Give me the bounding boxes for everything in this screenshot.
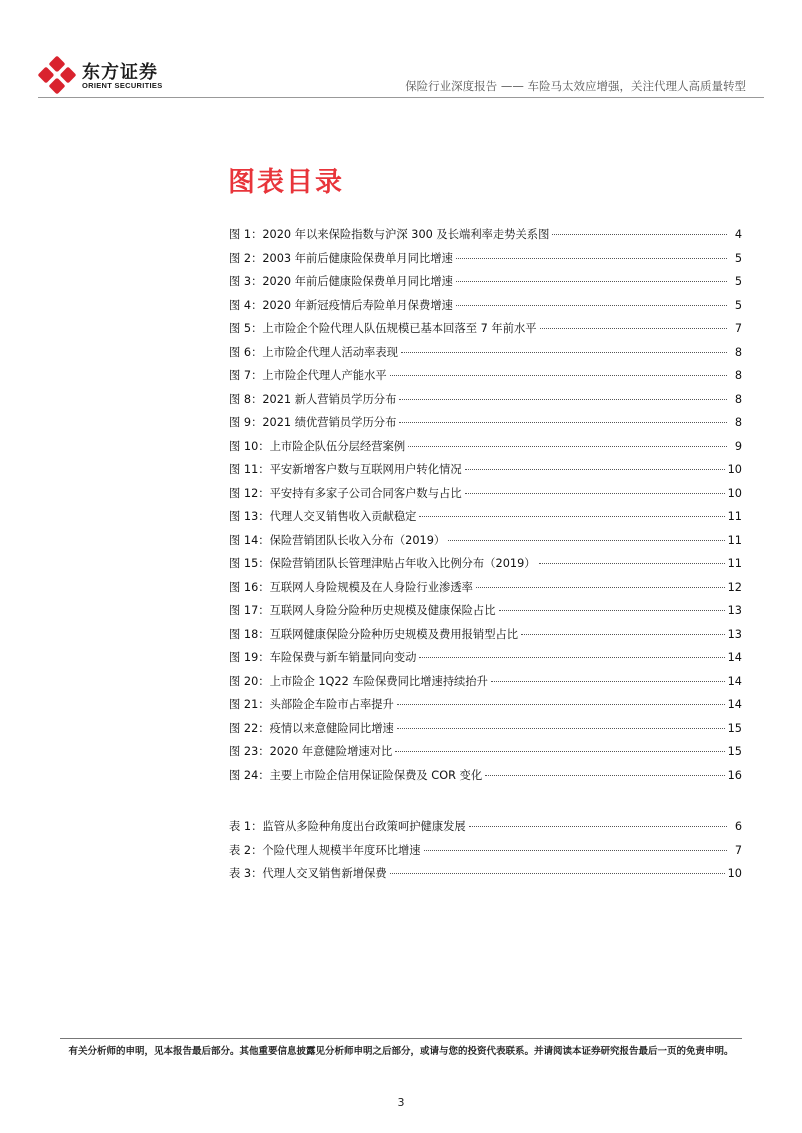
- toc-dot-leader: [491, 681, 725, 682]
- toc-entry-label: 图 15：: [229, 557, 270, 570]
- toc-figure-entry[interactable]: [229, 626, 742, 650]
- toc-figure-entry[interactable]: [229, 297, 742, 321]
- toc-entry-label: 图 18：: [229, 627, 270, 641]
- toc-page-number: 14: [727, 698, 742, 711]
- toc-entry-title: 2020 年前后健康险保费单月同比增速: [262, 275, 453, 288]
- toc-title: 图表目录: [228, 167, 344, 198]
- toc-figure-entry[interactable]: [229, 767, 742, 791]
- toc-page-number: 8: [734, 392, 742, 406]
- toc-dot-leader: [485, 775, 724, 776]
- toc-page-number: 11: [727, 510, 742, 523]
- toc-figure-entry[interactable]: [229, 344, 742, 368]
- toc-figure-entry[interactable]: [229, 391, 742, 415]
- toc-entry-title: 保险营销团队长收入分布（2019）: [269, 533, 446, 547]
- toc-page-number: 7: [734, 843, 742, 857]
- toc-entry-title: 保险营销团队长管理津贴占年收入比例分布（2019）: [269, 557, 536, 570]
- toc-entry-label: 图 7：: [229, 369, 263, 382]
- toc-page-number: 13: [727, 627, 742, 641]
- toc-figure-entry[interactable]: [229, 649, 742, 673]
- toc-entry-title: 头部险企车险市占率提升: [269, 698, 394, 711]
- toc-entry-label: 图 2：: [229, 251, 263, 265]
- toc-figure-entry[interactable]: [229, 555, 742, 579]
- toc-entry-label: 图 4：: [229, 298, 263, 312]
- toc-entry-title: 监管从多险种角度出台政策呵护健康发展: [262, 820, 466, 833]
- toc-dot-leader: [499, 610, 725, 611]
- toc-page-number: 10: [727, 867, 742, 880]
- toc-figure-entry[interactable]: [229, 438, 742, 462]
- toc-figure-entry[interactable]: [229, 532, 742, 556]
- logo-chinese-name: 东方证券: [82, 62, 158, 83]
- toc-figure-entry[interactable]: [229, 367, 742, 391]
- toc-page-number: 13: [727, 604, 742, 617]
- toc-entry-label: 表 3：: [229, 867, 263, 880]
- toc-entry-label: 图 17：: [229, 604, 270, 617]
- toc-entry-title: 上市险企个险代理人队伍规模已基本回落至 7 年前水平: [262, 322, 537, 335]
- toc-dot-leader: [465, 469, 725, 470]
- toc-entry-title: 主要上市险企信用保证险保费及 COR 变化: [269, 768, 483, 782]
- toc-figure-entry[interactable]: [229, 461, 742, 485]
- toc-entry-title: 2021 新人营销员学历分布: [262, 392, 397, 406]
- footer-disclaimer: 有关分析师的申明，见本报告最后部分。其他重要信息披露见分析师申明之后部分，或请与您的投资代表联系。并请阅读本证券研究报告最后一页的免责申明。: [68, 1046, 734, 1057]
- toc-entry-label: 图 8：: [229, 392, 263, 406]
- page-number: 3: [397, 1096, 405, 1109]
- toc-dot-leader: [552, 234, 727, 235]
- toc-dot-leader: [469, 826, 727, 827]
- toc-dot-leader: [399, 399, 727, 400]
- toc-figure-entry[interactable]: [229, 414, 742, 438]
- toc-entry-title: 上市险企队伍分层经营案例: [269, 439, 406, 453]
- toc-page-number: 6: [734, 820, 742, 833]
- toc-dot-leader: [390, 375, 727, 376]
- toc-entry-title: 代理人交叉销售收入贡献稳定: [269, 510, 417, 523]
- toc-entry-label: 图 12：: [229, 486, 270, 500]
- toc-page-number: 10: [727, 463, 742, 476]
- toc-entry-label: 表 2：: [229, 843, 263, 857]
- toc-entry-label: 图 19：: [229, 651, 270, 664]
- toc-entry-title: 上市险企代理人活动率表现: [262, 345, 398, 359]
- toc-page-number: 10: [727, 486, 742, 500]
- toc-page-number: 5: [734, 251, 742, 265]
- header-divider: [38, 97, 764, 98]
- toc-dot-leader: [539, 563, 725, 564]
- toc-page-number: 5: [734, 298, 742, 312]
- toc-dot-leader: [521, 634, 725, 635]
- toc-entry-title: 疫情以来意健险同比增速: [269, 721, 394, 735]
- toc-figure-entry[interactable]: [229, 696, 742, 720]
- toc-dot-leader: [456, 281, 727, 282]
- toc-entry-title: 上市险企 1Q22 车险保费同比增速持续抬升: [269, 674, 488, 688]
- toc-page-number: 14: [727, 674, 742, 688]
- toc-entry-label: 图 5：: [229, 322, 263, 335]
- company-logo: [38, 56, 188, 96]
- toc-entry-title: 代理人交叉销售新增保费: [262, 867, 387, 880]
- toc-page-number: 8: [734, 369, 742, 382]
- toc-page-number: 8: [734, 416, 742, 429]
- toc-dot-leader: [419, 657, 724, 658]
- toc-figure-entry[interactable]: [229, 673, 742, 697]
- toc-dot-leader: [397, 704, 725, 705]
- toc-dot-leader: [419, 516, 724, 517]
- toc-entry-label: 图 22：: [229, 721, 270, 735]
- toc-figure-entry[interactable]: [229, 226, 742, 250]
- toc-dot-leader: [540, 328, 727, 329]
- footer-divider: [60, 1038, 742, 1039]
- toc-figure-entry[interactable]: [229, 485, 742, 509]
- toc-figure-entry[interactable]: [229, 579, 742, 603]
- toc-figure-entry[interactable]: [229, 250, 742, 274]
- toc-page-number: 12: [727, 580, 742, 594]
- toc-entry-label: 图 6：: [229, 345, 263, 359]
- toc-page-number: 11: [727, 533, 742, 547]
- toc-entry-label: 图 11：: [229, 463, 270, 476]
- toc-entry-label: 图 24：: [229, 768, 270, 782]
- toc-page-number: 11: [727, 557, 742, 570]
- toc-entry-title: 互联网人身险规模及在人身险行业渗透率: [269, 580, 473, 594]
- toc-dot-leader: [476, 587, 725, 588]
- toc-entry-title: 2003 年前后健康险保费单月同比增速: [262, 251, 453, 265]
- toc-dot-leader: [397, 728, 725, 729]
- toc-entry-title: 2020 年以来保险指数与沪深 300 及长端利率走势关系图: [262, 228, 550, 241]
- toc-dot-leader: [390, 873, 725, 874]
- toc-entry-label: 图 1：: [229, 228, 263, 241]
- toc-figure-entry[interactable]: [229, 602, 742, 626]
- toc-dot-leader: [424, 850, 727, 851]
- toc-dot-leader: [465, 493, 725, 494]
- toc-entry-label: 表 1：: [229, 820, 263, 833]
- toc-page-number: 14: [727, 651, 742, 664]
- toc-dot-leader: [401, 352, 727, 353]
- toc-entry-title: 互联网健康保险分险种历史规模及费用报销型占比: [269, 627, 519, 641]
- toc-dot-leader: [408, 446, 727, 447]
- toc-figure-entry[interactable]: [229, 273, 742, 297]
- toc-figure-entry[interactable]: [229, 320, 742, 344]
- toc-dot-leader: [395, 751, 724, 752]
- report-subtitle: 保险行业深度报告 —— 车险马太效应增强，关注代理人高质量转型: [405, 79, 746, 93]
- toc-entry-label: 图 13：: [229, 510, 270, 523]
- toc-dot-leader: [448, 540, 724, 541]
- toc-entry-label: 图 9：: [229, 416, 263, 429]
- toc-entry-title: 2020 年新冠疫情后寿险单月保费增速: [262, 298, 453, 312]
- toc-entry-title: 上市险企代理人产能水平: [262, 369, 387, 382]
- toc-page-number: 16: [727, 768, 742, 782]
- toc-dot-leader: [456, 258, 727, 259]
- toc-entry-label: 图 14：: [229, 533, 270, 547]
- figure-list: [229, 226, 742, 790]
- toc-dot-leader: [456, 305, 727, 306]
- toc-entry-title: 车险保费与新车销量同向变动: [269, 651, 417, 664]
- toc-entry-label: 图 21：: [229, 698, 270, 711]
- orient-securities-logo-icon: [38, 56, 76, 94]
- toc-page-number: 4: [734, 228, 742, 241]
- toc-entry-label: 图 3：: [229, 275, 263, 288]
- toc-page-number: 15: [727, 721, 742, 735]
- toc-table-entry[interactable]: [229, 818, 742, 842]
- toc-page-number: 7: [734, 322, 742, 335]
- toc-figure-entry[interactable]: [229, 508, 742, 532]
- toc-entry-title: 互联网人身险分险种历史规模及健康保险占比: [269, 604, 496, 617]
- toc-page-number: 9: [734, 439, 742, 453]
- toc-page-number: 15: [727, 745, 742, 758]
- toc-entry-title: 个险代理人规模半年度环比增速: [262, 843, 421, 857]
- toc-entry-label: 图 23：: [229, 745, 270, 758]
- toc-dot-leader: [399, 422, 727, 423]
- toc-figure-entry[interactable]: [229, 720, 742, 744]
- toc-entry-label: 图 10：: [229, 439, 270, 453]
- toc-table-entry[interactable]: [229, 865, 742, 889]
- logo-english-name: ORIENT SECURITIES: [82, 81, 163, 90]
- toc-table-entry[interactable]: [229, 842, 742, 866]
- toc-entry-title: 平安持有多家子公司合同客户数与占比: [269, 486, 462, 500]
- toc-entry-title: 2021 绩优营销员学历分布: [262, 416, 397, 429]
- toc-entry-label: 图 20：: [229, 674, 270, 688]
- toc-page-number: 8: [734, 345, 742, 359]
- toc-entry-title: 2020 年意健险增速对比: [269, 745, 393, 758]
- toc-entry-title: 平安新增客户数与互联网用户转化情况: [269, 463, 462, 476]
- toc-entry-label: 图 16：: [229, 580, 270, 594]
- toc-figure-entry[interactable]: [229, 743, 742, 767]
- table-list: [229, 818, 742, 889]
- toc-page-number: 5: [734, 275, 742, 288]
